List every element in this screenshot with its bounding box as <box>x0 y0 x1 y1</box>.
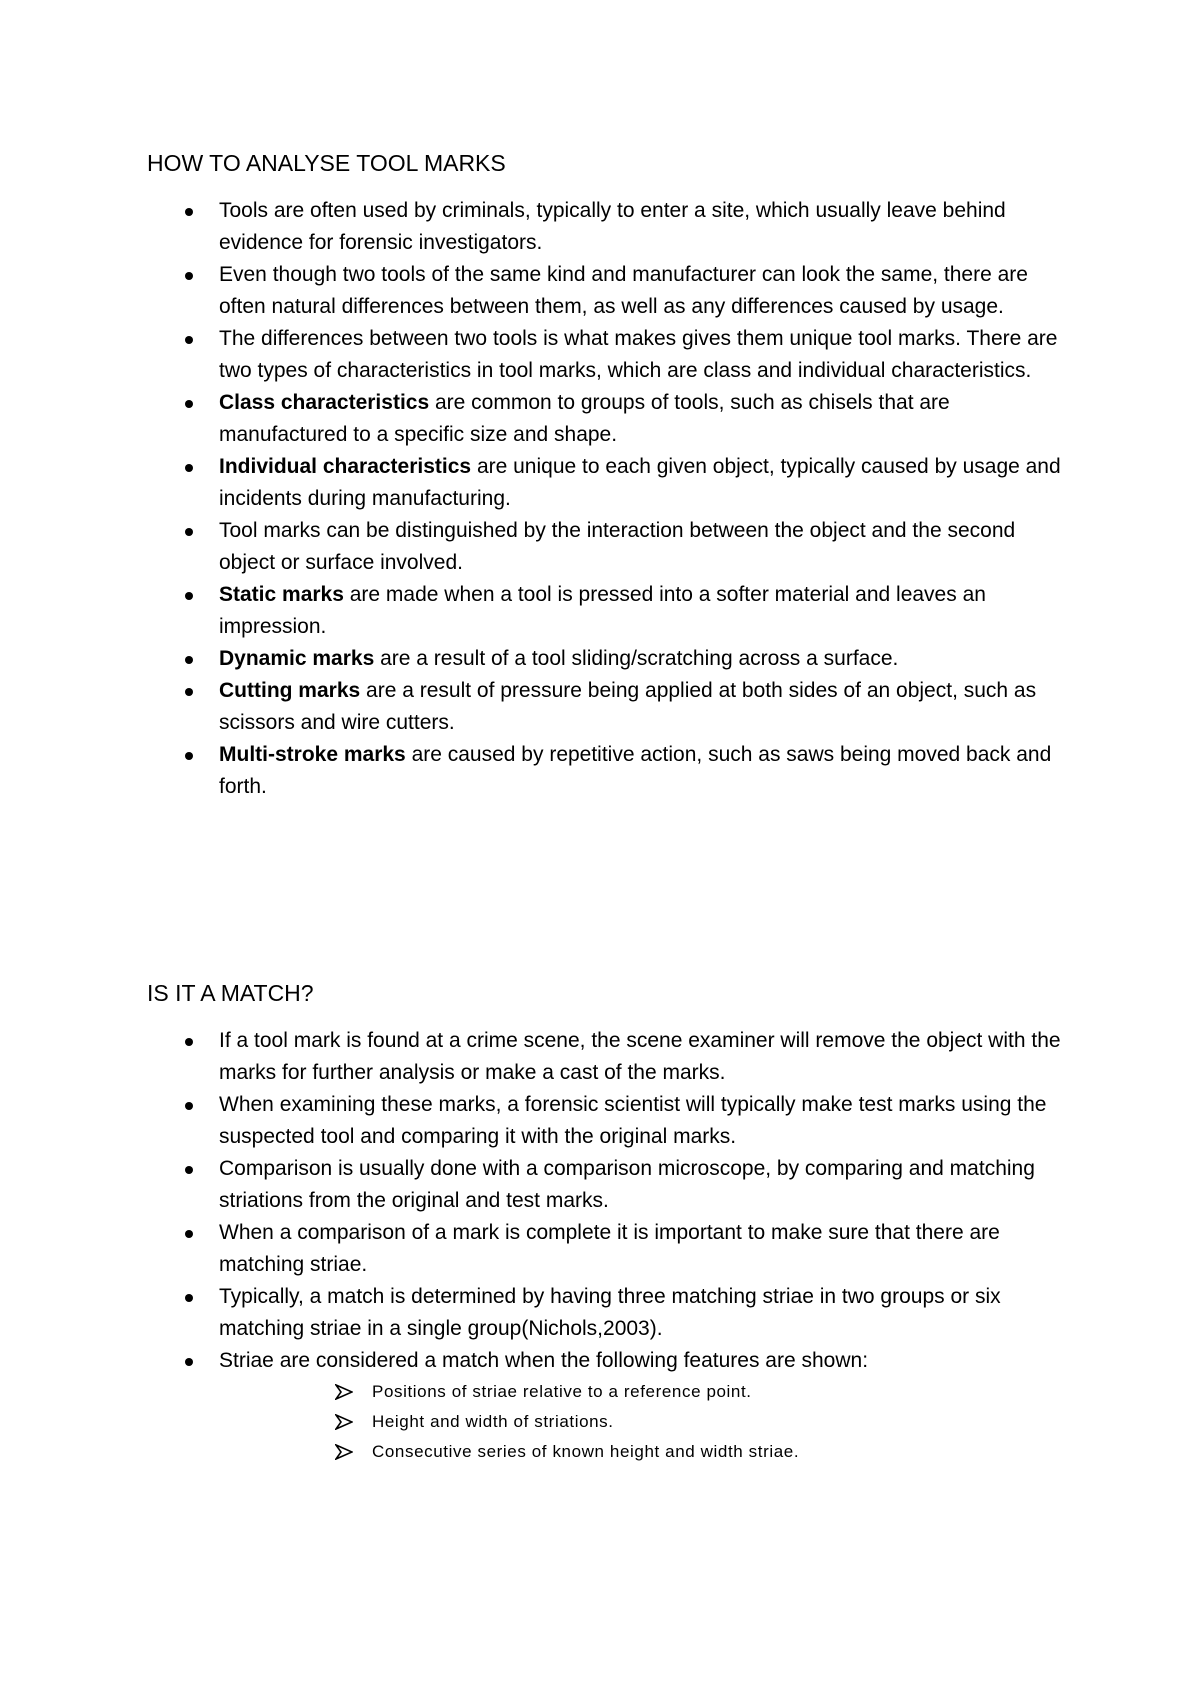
item-text: are unique to each given object, typically caused by usage and incidents during manufacturing. <box>219 455 1061 510</box>
term: Class characteristics <box>219 391 430 414</box>
arrowhead-icon <box>335 1414 353 1430</box>
sub-item-text: Consecutive series of known height and width striae. <box>372 1442 800 1461</box>
list-item <box>147 739 1067 803</box>
list-item <box>147 451 1067 515</box>
item-text: are common to groups of tools, such as chisels that are manufactured to a specific size and shape. <box>219 391 950 446</box>
section-heading: HOW TO ANALYSE TOOL MARKS <box>147 150 506 176</box>
list-item <box>147 1345 1067 1377</box>
list-item <box>147 515 1067 579</box>
bullet-icon <box>185 656 193 664</box>
sub-item-text: Positions of striae relative to a reference point. <box>372 1382 752 1401</box>
bullet-icon <box>185 752 193 760</box>
item-text: are a result of pressure being applied at both sides of an object, such as scissors and wire cutters. <box>219 679 1037 734</box>
list-item <box>147 1089 1067 1153</box>
arrowhead-icon <box>335 1384 353 1400</box>
sub-list-item <box>147 1407 1067 1437</box>
term: Cutting marks <box>219 679 361 702</box>
list-item <box>147 675 1067 739</box>
item-text: When examining these marks, a forensic scientist will typically make test marks using the suspected tool and comparing it with the original marks. <box>219 1093 1047 1148</box>
list-item <box>147 643 1067 675</box>
list-item <box>147 1153 1067 1217</box>
bullet-icon <box>185 336 193 344</box>
section-tool-marks <box>147 148 1067 803</box>
bullet-icon <box>185 1230 193 1238</box>
item-text: If a tool mark is found at a crime scene, the scene examiner will remove the object with the marks for further analysis or make a cast of the marks. <box>219 1029 1061 1084</box>
item-text: Tool marks can be distinguished by the interaction between the object and the second object or surface involved. <box>219 519 1016 574</box>
arrowhead-icon <box>335 1444 353 1460</box>
term: Dynamic marks <box>219 647 375 670</box>
section-is-it-a-match <box>147 978 1067 1467</box>
item-text: When a comparison of a mark is complete it is important to make sure that there are matching striae. <box>219 1221 1000 1276</box>
bullet-icon <box>185 272 193 280</box>
list-item <box>147 579 1067 643</box>
sub-list-item <box>147 1377 1067 1407</box>
sub-item-text: Height and width of striations. <box>372 1412 614 1431</box>
item-text: Tools are often used by criminals, typically to enter a site, which usually leave behind evidence for forensic investigators. <box>219 199 1006 254</box>
list-item <box>147 387 1067 451</box>
bullet-list <box>147 1025 1067 1377</box>
bullet-icon <box>185 1038 193 1046</box>
bullet-icon <box>185 1358 193 1366</box>
bullet-icon <box>185 208 193 216</box>
item-text: are caused by repetitive action, such as saws being moved back and forth. <box>219 743 1052 798</box>
item-text: are a result of a tool sliding/scratching across a surface. <box>374 647 899 670</box>
item-text: are made when a tool is pressed into a softer material and leaves an impression. <box>219 583 986 638</box>
list-item <box>147 323 1067 387</box>
list-item <box>147 259 1067 323</box>
term: Multi-stroke marks <box>219 743 406 766</box>
list-item <box>147 1217 1067 1281</box>
list-item <box>147 1025 1067 1089</box>
bullet-icon <box>185 592 193 600</box>
bullet-icon <box>185 400 193 408</box>
item-text: Striae are considered a match when the following features are shown: <box>219 1349 869 1372</box>
bullet-icon <box>185 1294 193 1302</box>
item-text: Typically, a match is determined by having three matching striae in two groups or six matching striae in a single group(Nichols,2003). <box>219 1285 1001 1340</box>
list-item <box>147 1281 1067 1345</box>
term: Individual characteristics <box>219 455 472 478</box>
bullet-icon <box>185 528 193 536</box>
bullet-icon <box>185 688 193 696</box>
bullet-icon <box>185 1102 193 1110</box>
section-heading: IS IT A MATCH? <box>147 980 314 1006</box>
bullet-list <box>147 195 1067 803</box>
sub-list-item <box>147 1437 1067 1467</box>
item-text: The differences between two tools is what makes gives them unique tool marks. There are two types of characteristics in tool marks, which are class and individual characteristics. <box>219 327 1058 382</box>
list-item <box>147 195 1067 259</box>
sub-bullet-list <box>147 1377 1067 1467</box>
term: Static marks <box>219 583 344 606</box>
bullet-icon <box>185 1166 193 1174</box>
item-text: Comparison is usually done with a comparison microscope, by comparing and matching striations from the original and test marks. <box>219 1157 1035 1212</box>
item-text: Even though two tools of the same kind and manufacturer can look the same, there are often natural differences between them, as well as any differences caused by usage. <box>219 263 1028 318</box>
bullet-icon <box>185 464 193 472</box>
